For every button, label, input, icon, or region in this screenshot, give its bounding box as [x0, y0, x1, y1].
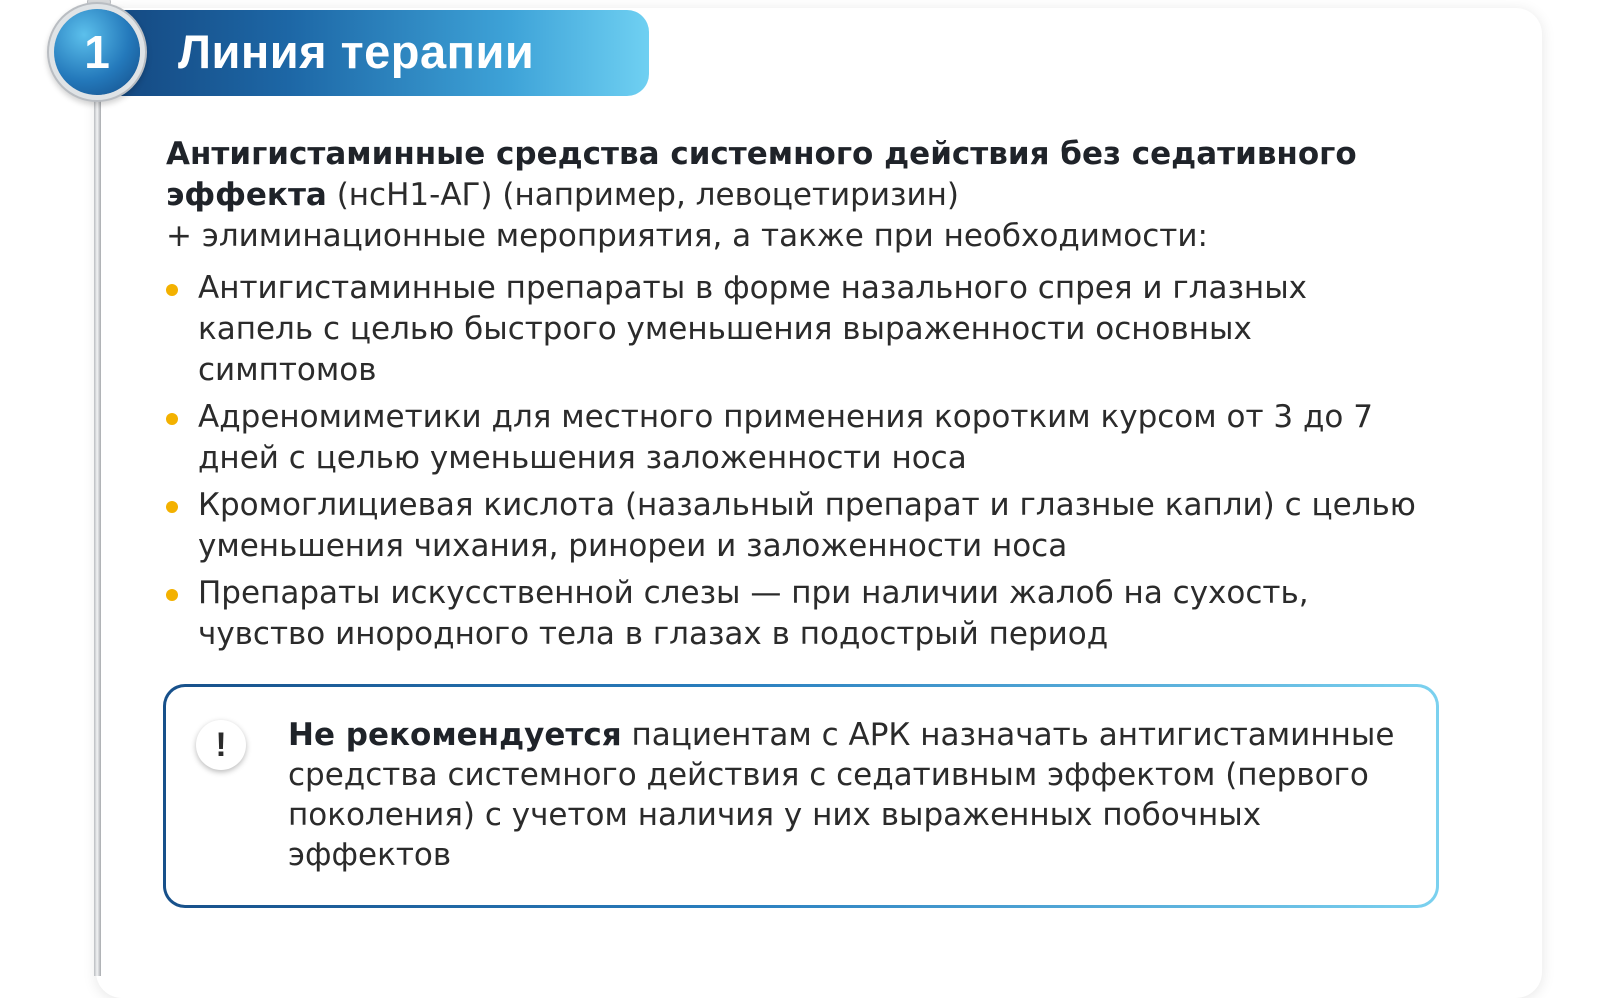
list-item-text: Антигистаминные препараты в форме назального спрея и глазных капель с целью быстрого уменьшения выраженности основных симптомов	[198, 270, 1308, 388]
warning-bold: Не рекомендуется	[288, 717, 622, 753]
warning-box-inner	[166, 687, 1436, 905]
step-number-badge	[54, 9, 140, 95]
warning-rest: пациентам с АРК назначать антигистаминные средства системного действия с седативным эффектом (первого поколения) с учетом наличия у них выраженных побочных эффектов	[288, 717, 1395, 873]
warning-box	[163, 684, 1439, 908]
intro-line-1	[166, 134, 1436, 216]
list-item	[166, 397, 1426, 479]
list-item-text: Препараты искусственной слезы — при наличии жалоб на сухость, чувство инородного тела в глазах в подострый период	[198, 575, 1309, 652]
list-item-text: Кромоглициевая кислота (назальный препарат и глазные капли) с целью уменьшения чихания, ринореи и заложенности носа	[198, 487, 1416, 564]
intro-line-2: + элиминационные мероприятия, а также при необходимости:	[166, 218, 1208, 254]
timeline-rail	[94, 0, 101, 976]
list-item	[166, 268, 1426, 391]
section-title: Линия терапии	[178, 25, 535, 78]
intro-paragraph	[166, 134, 1436, 257]
bullet-dot-icon	[166, 284, 178, 296]
recommendation-list	[166, 268, 1426, 661]
bullet-dot-icon	[166, 501, 178, 513]
bullet-dot-icon	[166, 589, 178, 601]
list-item-text: Адреномиметики для местного применения коротким курсом от 3 до 7 дней с целью уменьшения заложенности носа	[198, 399, 1373, 476]
intro-bold: Антигистаминные средства системного действия без седативного эффекта	[166, 136, 1357, 213]
intro-rest: (нсН1-АГ) (например, левоцетиризин)	[326, 177, 959, 213]
warning-text	[288, 715, 1418, 875]
list-item	[166, 485, 1426, 567]
step-number: 1	[84, 26, 110, 78]
list-item	[166, 573, 1426, 655]
exclamation-icon: !	[196, 720, 246, 770]
bullet-dot-icon	[166, 413, 178, 425]
